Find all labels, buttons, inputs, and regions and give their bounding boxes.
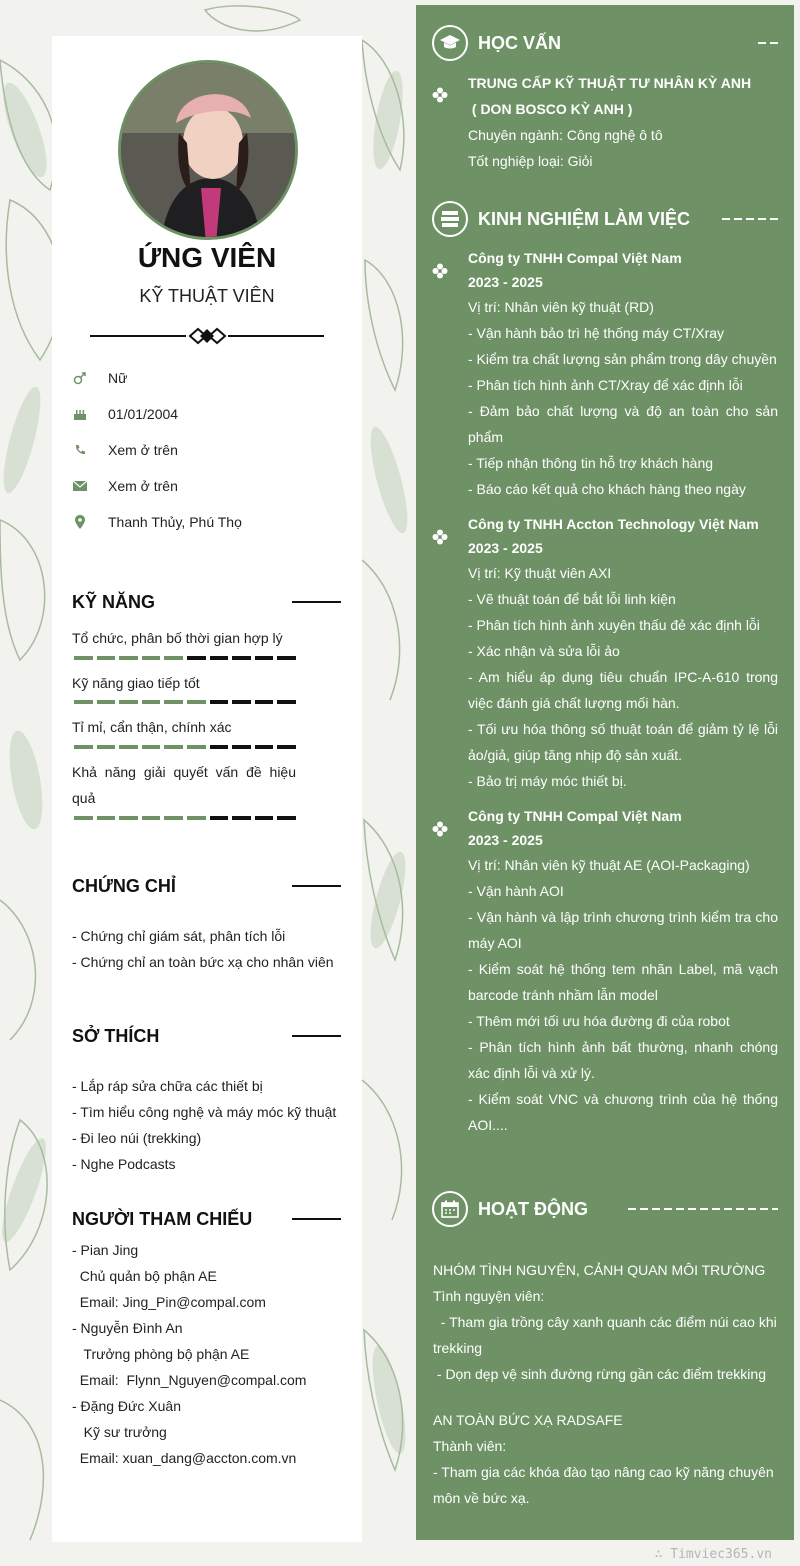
info-text: Thanh Thủy, Phú Thọ (108, 514, 242, 530)
job-company: Công ty TNHH Accton Technology Việt Nam (468, 516, 759, 532)
skill-segment (255, 700, 274, 704)
job-company: Công ty TNHH Compal Việt Nam (468, 808, 682, 824)
calendar-icon (432, 1191, 468, 1227)
skill-segment (232, 656, 251, 660)
skill-segment (119, 700, 138, 704)
skill-segment (97, 745, 116, 749)
reference-line: Email: Jing_Pin@compal.com (72, 1294, 266, 1310)
skill-segment (210, 816, 229, 820)
job-period: 2023 - 2025 (468, 540, 543, 556)
section-rule (292, 601, 341, 603)
info-birthday (72, 406, 178, 422)
skill-segment (164, 816, 183, 820)
job-company: Công ty TNHH Compal Việt Nam (468, 250, 682, 266)
books-icon (432, 201, 468, 237)
info-address (72, 514, 242, 530)
skill-bar (74, 700, 296, 704)
education-title: HỌC VẤN (478, 33, 562, 53)
skill-segment (119, 816, 138, 820)
job-line: - Vẽ thuật toán để bắt lỗi linh kiện (468, 591, 676, 607)
info-text: Xem ở trên (108, 442, 178, 458)
flower-bullet-icon (432, 821, 448, 837)
job-line: - Phân tích hình ảnh CT/Xray để xác định lỗi (468, 377, 743, 393)
certificates-title: CHỨNG CHỈ (72, 876, 176, 896)
job-line: - Vận hành bảo trì hệ thống máy CT/Xray (468, 325, 725, 341)
skill-segment (210, 656, 229, 660)
skill-segment (255, 816, 274, 820)
activity-heading: NHÓM TÌNH NGUYỆN, CẢNH QUAN MÔI TRƯỜNG (433, 1262, 766, 1278)
skill-segment (119, 656, 138, 660)
info-text: Xem ở trên (108, 478, 178, 494)
skill-segment (187, 700, 206, 704)
job-line: - Kiểm tra chất lượng sản phẩm trong dây chuyền (468, 351, 777, 367)
hobby-item: - Lắp ráp sửa chữa các thiết bị (72, 1078, 263, 1094)
skill-segment (232, 745, 251, 749)
ornament-divider (90, 326, 324, 346)
job-line: Vị trí: Nhân viên kỹ thuật (RD) (468, 299, 654, 315)
school-name: TRUNG CẤP KỸ THUẬT TƯ NHÂN KỲ ANH (468, 75, 752, 91)
profile-card (52, 36, 362, 1542)
reference-line: Chủ quản bộ phận AE (72, 1268, 217, 1284)
section-rule (292, 1035, 341, 1037)
map-pin-icon (72, 514, 88, 530)
job-line: - Vận hành AOI (468, 883, 564, 899)
info-text: 01/01/2004 (108, 406, 179, 422)
info-text: Nữ (108, 370, 128, 386)
education-block (468, 70, 778, 174)
section-dash (758, 42, 778, 44)
skill-segment (74, 816, 93, 820)
graduation-cap-icon (432, 25, 468, 61)
job-line: - Thêm mới tối ưu hóa đường đi của robot (468, 1013, 730, 1029)
reference-line: - Đặng Đức Xuân (72, 1398, 181, 1414)
skills-title: KỸ NĂNG (72, 592, 156, 612)
avatar (118, 60, 298, 240)
skill-segment (142, 656, 161, 660)
gender-icon (72, 370, 88, 386)
skill-segment (164, 700, 183, 704)
candidate-title: KỸ THUẬT VIÊN (139, 286, 275, 306)
activity-block (433, 1257, 781, 1387)
job-line: - Đảm bảo chất lượng và độ an toàn cho sản phẩm (468, 403, 778, 445)
skill-segment (187, 656, 206, 660)
watermark: ∴ Timviec365.vn (654, 1547, 772, 1562)
skill-segment (277, 816, 296, 820)
skill-segment (119, 745, 138, 749)
section-dash (722, 218, 778, 220)
skill-segment (277, 656, 296, 660)
education-grade: Tốt nghiệp loại: Giỏi (468, 153, 593, 169)
skill-segment (277, 745, 296, 749)
experience-title: KINH NGHIỆM LÀM VIỆC (478, 209, 691, 229)
school-name-alt: ( DON BOSCO KỲ ANH ) (468, 101, 633, 117)
reference-line: Trưởng phòng bộ phận AE (72, 1346, 250, 1362)
activity-role: Thành viên: (433, 1438, 507, 1454)
right-column (416, 5, 794, 1540)
skill-segment (164, 656, 183, 660)
skill-segment (255, 745, 274, 749)
section-dash (628, 1208, 778, 1210)
certificate-item: - Chứng chỉ giám sát, phân tích lỗi (72, 928, 286, 944)
envelope-icon (72, 478, 88, 494)
education-major: Chuyên ngành: Công nghệ ô tô (468, 127, 663, 143)
skill-segment (210, 700, 229, 704)
skill-bar (74, 656, 296, 660)
skill-segment (142, 745, 161, 749)
flower-bullet-icon (432, 87, 448, 103)
info-email (72, 478, 178, 494)
reference-line: - Pian Jing (72, 1242, 139, 1258)
job-period: 2023 - 2025 (468, 274, 543, 290)
hobby-item: - Đi leo núi (trekking) (72, 1130, 202, 1146)
certificate-item: - Chứng chỉ an toàn bức xạ cho nhân viên (72, 954, 334, 970)
activity-line: - Dọn dẹp vệ sinh đường rừng gần các điểm trekking (433, 1366, 766, 1382)
birthday-cake-icon (72, 406, 88, 422)
activities-title: HOẠT ĐỘNG (478, 1199, 588, 1219)
job-line: - Vận hành và lập trình chương trình kiểm tra cho máy AOI (468, 909, 778, 951)
skill-label: Tỉ mỉ, cẩn thận, chính xác (72, 719, 232, 735)
skill-segment (255, 656, 274, 660)
hobby-item: - Nghe Podcasts (72, 1156, 176, 1172)
reference-line: Kỹ sư trưởng (72, 1424, 167, 1440)
skill-label: Tổ chức, phân bố thời gian hợp lý (72, 630, 283, 646)
job-period: 2023 - 2025 (468, 832, 543, 848)
job-line: - Xác nhận và sửa lỗi ảo (468, 643, 620, 659)
flower-bullet-icon (432, 263, 448, 279)
job-line: - Kiểm soát hệ thống tem nhãn Label, mã vạch barcode tránh nhầm lẫn model (468, 961, 778, 1003)
skill-segment (97, 656, 116, 660)
skill-segment (187, 745, 206, 749)
skill-segment (277, 700, 296, 704)
section-rule (292, 885, 341, 887)
job-line: - Phân tích hình ảnh bất thường, nhanh chóng xác định lỗi và xử lý. (468, 1039, 778, 1081)
skill-label: Kỹ năng giao tiếp tốt (72, 675, 200, 691)
skill-segment (232, 700, 251, 704)
skill-label: Khả năng giải quyết vấn đề hiệu quả (72, 764, 296, 806)
skill-segment (74, 745, 93, 749)
job-line: - Am hiểu áp dụng tiêu chuẩn IPC-A-610 trong việc đánh giá chất lượng mối hàn. (468, 669, 778, 711)
job-line: - Báo cáo kết quả cho khách hàng theo ngày (468, 481, 746, 497)
skill-segment (142, 700, 161, 704)
job-line: - Phân tích hình ảnh xuyên thấu đẻ xác định lỗi (468, 617, 760, 633)
job-line: Vị trí: Kỹ thuật viên AXI (468, 565, 612, 581)
section-rule (292, 1218, 341, 1220)
job-line: Vị trí: Nhân viên kỹ thuật AE (AOI-Packaging) (468, 857, 750, 873)
skill-segment (142, 816, 161, 820)
job-line: - Tối ưu hóa thông số thuật toán để giảm tỷ lệ lỗi ảo/giả, giúp tăng nhịp độ sản xuất. (468, 721, 778, 763)
hobby-item: - Tìm hiểu công nghệ và máy móc kỹ thuật (72, 1104, 337, 1120)
activity-heading: AN TOÀN BỨC XẠ RADSAFE (433, 1412, 623, 1428)
skill-segment (232, 816, 251, 820)
skill-segment (164, 745, 183, 749)
info-gender (72, 370, 127, 386)
info-phone (72, 442, 178, 458)
job-line: - Kiểm soát VNC và chương trình của hệ thống AOI.... (468, 1091, 778, 1133)
job-entry (468, 804, 778, 1138)
skill-bar (74, 745, 296, 749)
activity-line: - Tham gia trồng cây xanh quanh các điểm núi cao khi trekking (433, 1314, 781, 1356)
reference-line: Email: Flynn_Nguyen@compal.com (72, 1372, 307, 1388)
skill-segment (74, 700, 93, 704)
flower-bullet-icon (432, 529, 448, 545)
activity-line: - Tham gia các khóa đào tạo nâng cao kỹ năng chuyên môn về bức xạ. (433, 1464, 774, 1506)
reference-line: - Nguyễn Đình An (72, 1320, 183, 1336)
job-entry (468, 512, 778, 794)
candidate-name: ỨNG VIÊN (137, 242, 277, 273)
skill-segment (97, 816, 116, 820)
job-line: - Bảo trị máy móc thiết bị. (468, 773, 627, 789)
skill-bar (74, 816, 296, 820)
skill-segment (74, 656, 93, 660)
activity-block (433, 1407, 778, 1511)
skill-segment (210, 745, 229, 749)
hobbies-title: SỞ THÍCH (72, 1026, 160, 1046)
job-entry (468, 246, 778, 502)
references-title: NGƯỜI THAM CHIẾU (72, 1209, 253, 1229)
job-line: - Tiếp nhận thông tin hỗ trợ khách hàng (468, 455, 714, 471)
skill-segment (97, 700, 116, 704)
phone-icon (72, 442, 88, 458)
activity-role: Tình nguyện viên: (433, 1288, 545, 1304)
skill-segment (187, 816, 206, 820)
reference-line: Email: xuan_dang@accton.com.vn (72, 1450, 297, 1466)
